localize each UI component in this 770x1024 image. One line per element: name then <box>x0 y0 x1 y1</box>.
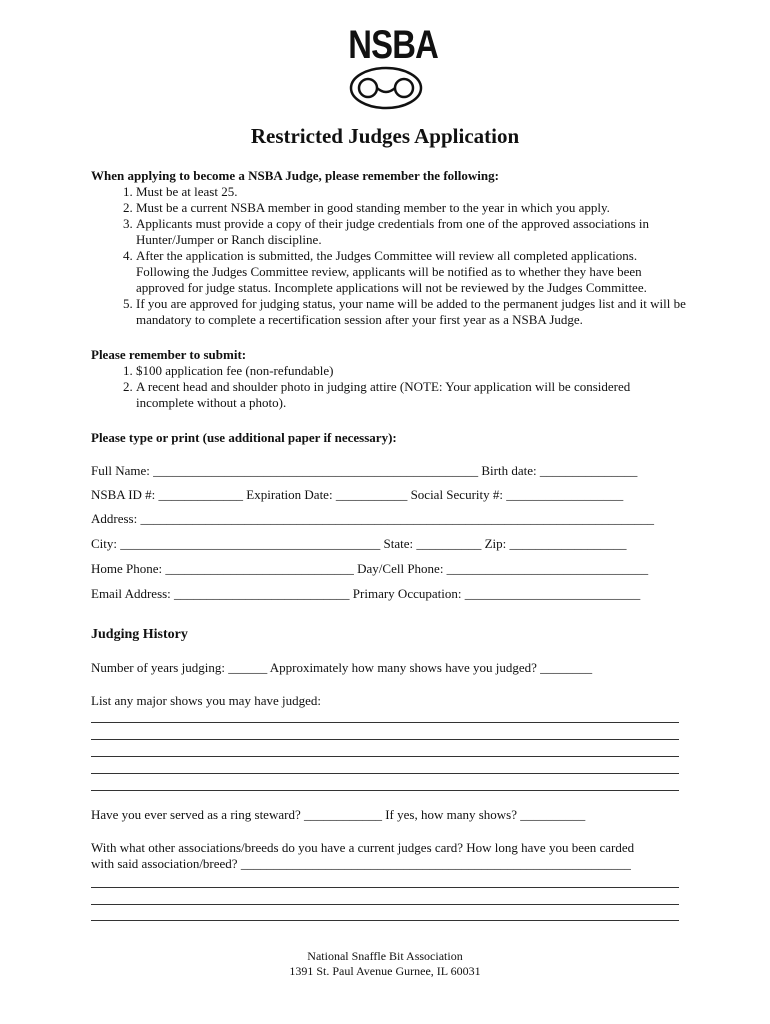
associations-question-line1: With what other associations/breeds do you have a current judges card? How long have you been carded <box>91 840 635 855</box>
ring-steward-row[interactable]: Have you ever served as a ring steward? ____________ If yes, how many shows? __________ <box>91 807 586 822</box>
email-occupation-row[interactable]: Email Address: ___________________________ Primary Occupation: ___________________________ <box>91 586 641 601</box>
phone-row[interactable]: Home Phone: _____________________________ Day/Cell Phone: _______________________________ <box>91 561 649 576</box>
answer-line[interactable] <box>91 887 679 888</box>
id-expiration-ssn-row[interactable]: NSBA ID #: _____________ Expiration Date: ___________ Social Security #: __________________ <box>91 487 624 502</box>
name-birthdate-row[interactable]: Full Name: __________________________________________________ Birth date: _______________ <box>91 463 638 478</box>
years-judging-row[interactable]: Number of years judging: ______ Approximately how many shows have you judged? ________ <box>91 660 593 675</box>
address-row[interactable]: Address: _______________________________________________________________________________ <box>91 511 654 526</box>
submit-heading: Please remember to submit: <box>91 347 247 362</box>
answer-line[interactable] <box>91 920 679 921</box>
print-note-text: Please type or print (use additional paper if necessary): <box>91 430 397 445</box>
print-note <box>91 430 691 446</box>
intro-list <box>91 184 691 328</box>
city-state-zip-row[interactable]: City: ________________________________________ State: __________ Zip: __________________ <box>91 536 627 551</box>
footer-address: 1391 St. Paul Avenue Gurnee, IL 60031 <box>289 964 481 978</box>
page-title: Restricted Judges Application <box>250 124 520 148</box>
answer-line[interactable] <box>91 722 679 723</box>
list-item: 1. Must be at least 25. <box>136 184 691 200</box>
footer-org-name: National Snaffle Bit Association <box>307 949 463 963</box>
list-item: 3. Applicants must provide a copy of their judge credentials from one of the approved associations in Hunter/Jumper or Ranch discipline. <box>136 216 691 248</box>
list-item: 2. A recent head and shoulder photo in judging attire (NOTE: Your application will be considered incomplete without a photo). <box>136 379 691 411</box>
nsba-logo <box>340 22 438 114</box>
logo-text: NSBA <box>348 23 438 67</box>
major-shows-label: List any major shows you may have judged: <box>91 693 321 708</box>
list-item: 1. $100 application fee (non-refundable) <box>136 363 691 379</box>
answer-line[interactable] <box>91 756 679 757</box>
submit-section <box>91 347 691 411</box>
list-item: 4. After the application is submitted, the Judges Committee will review all completed applications. Following the Judges Committee review, applicants will be notified as to whether they have been approved for judge status. Incomplete applications will not be reviewed by the Judges Committee. <box>136 248 691 296</box>
associations-question-line2[interactable]: with said association/breed? ____________________________________________________________ <box>91 856 631 871</box>
list-item: 5. If you are approved for judging status, your name will be added to the permanent judges list and it will be mandatory to complete a recertification session after your first year as a NSBA Judge. <box>136 296 691 328</box>
list-item: 2. Must be a current NSBA member in good standing member to the year in which you apply. <box>136 200 691 216</box>
answer-line[interactable] <box>91 790 679 791</box>
answer-line[interactable] <box>91 773 679 774</box>
intro-section <box>91 168 691 328</box>
submit-list <box>91 363 691 411</box>
answer-line[interactable] <box>91 739 679 740</box>
judging-history-title: Judging History <box>91 627 188 642</box>
answer-line[interactable] <box>91 904 679 905</box>
intro-heading: When applying to become a NSBA Judge, please remember the following: <box>91 168 499 183</box>
